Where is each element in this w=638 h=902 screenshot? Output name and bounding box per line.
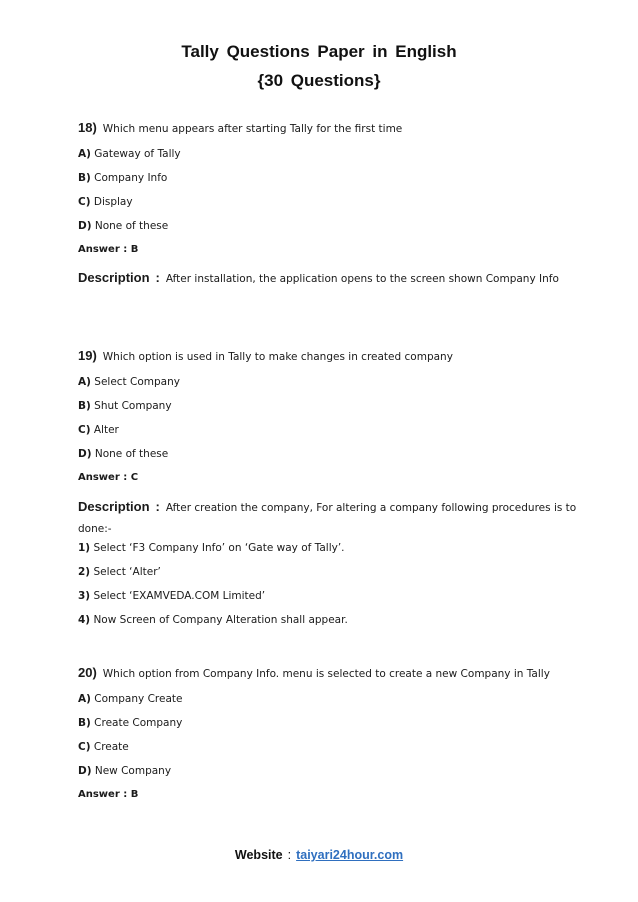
- option-text: Display: [93, 196, 133, 208]
- description: [78, 499, 576, 514]
- description-colon: :: [155, 270, 160, 285]
- question-text: Which menu appears after starting Tally for the first time: [102, 123, 403, 135]
- option-letter: A): [78, 376, 91, 388]
- option-text: Shut Company: [94, 400, 172, 412]
- step-text: Select ‘F3 Company Info’ on ‘Gate way of Tally’.: [93, 542, 345, 554]
- option-text: None of these: [94, 220, 169, 232]
- step-number: 2): [78, 566, 91, 578]
- option-d: [78, 765, 171, 777]
- page-subtitle: {30 Questions}: [257, 71, 381, 90]
- option-letter: C): [78, 196, 91, 208]
- answer: Answer : B: [78, 244, 139, 255]
- description-continuation: done:-: [78, 523, 112, 535]
- step-text: Select ‘EXAMVEDA.COM Limited’: [93, 590, 266, 602]
- option-text: Create Company: [94, 717, 183, 729]
- option-text: Create: [93, 741, 129, 753]
- question-number: 19): [78, 348, 97, 363]
- step-text: Now Screen of Company Alteration shall appear.: [93, 614, 348, 626]
- option-b: [78, 172, 167, 184]
- step-4: [78, 614, 348, 626]
- footer-label: Website: [234, 848, 283, 862]
- option-c: [78, 741, 129, 753]
- step-3: [78, 590, 265, 602]
- step-number: 4): [78, 614, 91, 626]
- step-number: 1): [78, 542, 91, 554]
- option-b: [78, 400, 172, 412]
- option-a: [78, 148, 181, 160]
- option-c: [78, 424, 119, 436]
- option-letter: C): [78, 424, 91, 436]
- option-text: New Company: [94, 765, 172, 777]
- question-20: [78, 665, 550, 680]
- option-text: None of these: [94, 448, 169, 460]
- question-number: 18): [78, 120, 97, 135]
- option-c: [78, 196, 133, 208]
- question-18: [78, 120, 402, 135]
- option-letter: A): [78, 148, 91, 160]
- option-d: [78, 220, 168, 232]
- option-a: [78, 376, 180, 388]
- option-text: Company Create: [94, 693, 183, 705]
- option-a: [78, 693, 182, 705]
- answer: Answer : C: [78, 472, 139, 483]
- website-link[interactable]: taiyari24hour.com: [296, 848, 404, 862]
- footer-separator: :: [287, 848, 292, 862]
- option-letter: B): [78, 400, 91, 412]
- description-text: After creation the company, For altering a company following procedures is to: [165, 502, 577, 514]
- option-letter: D): [78, 220, 92, 232]
- question-19: [78, 348, 453, 363]
- option-letter: A): [78, 693, 91, 705]
- option-letter: C): [78, 741, 91, 753]
- description-colon: :: [155, 499, 160, 514]
- option-text: Company Info: [94, 172, 168, 184]
- option-letter: B): [78, 172, 91, 184]
- question-number: 20): [78, 665, 97, 680]
- option-text: Gateway of Tally: [94, 148, 181, 160]
- page-title: Tally Questions Paper in English: [181, 42, 457, 61]
- description: [78, 270, 559, 285]
- step-2: [78, 566, 161, 578]
- step-number: 3): [78, 590, 91, 602]
- description-label: Description: [78, 499, 150, 514]
- option-text: Alter: [93, 424, 119, 436]
- description-text: After installation, the application opens to the screen shown Company Info: [165, 273, 559, 285]
- footer: [0, 848, 638, 862]
- question-text: Which option from Company Info. menu is selected to create a new Company in Tally: [102, 668, 550, 680]
- option-text: Select Company: [94, 376, 180, 388]
- option-letter: D): [78, 765, 92, 777]
- step-text: Select ‘Alter’: [93, 566, 161, 578]
- option-letter: D): [78, 448, 92, 460]
- question-text: Which option is used in Tally to make changes in created company: [102, 351, 453, 363]
- answer: Answer : B: [78, 789, 139, 800]
- option-d: [78, 448, 168, 460]
- step-1: [78, 542, 345, 554]
- option-b: [78, 717, 182, 729]
- description-label: Description: [78, 270, 150, 285]
- option-letter: B): [78, 717, 91, 729]
